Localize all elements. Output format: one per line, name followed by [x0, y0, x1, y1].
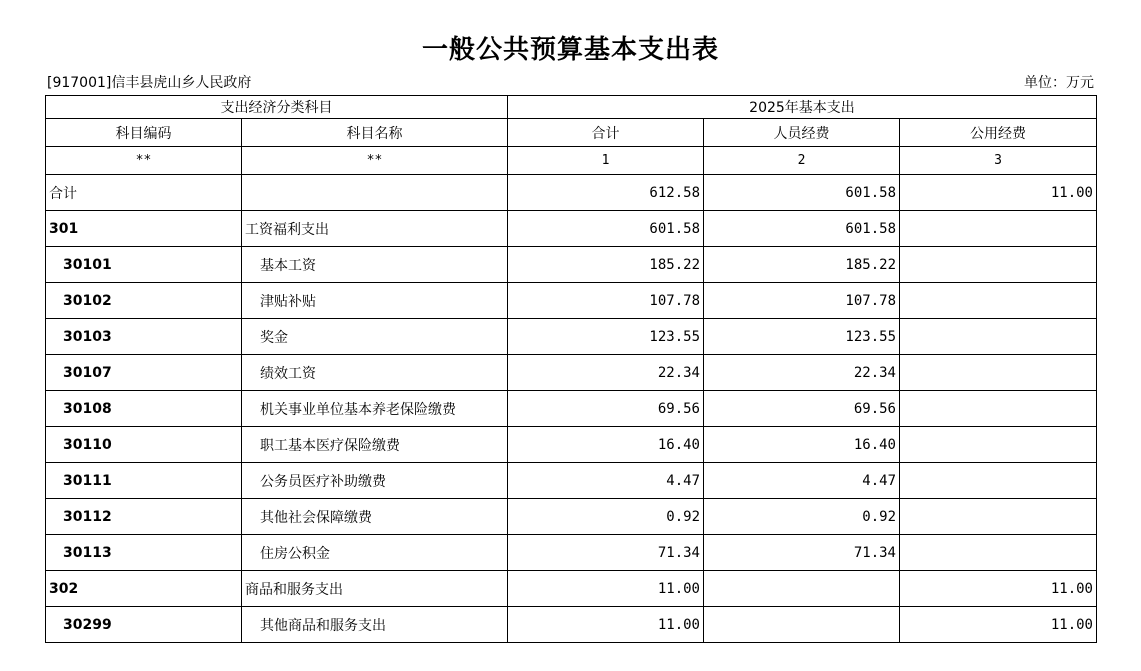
cell-total: 11.00 [508, 607, 704, 643]
header-group-row [46, 96, 1097, 119]
index-total: 1 [508, 147, 704, 175]
cell-personnel: 71.34 [704, 535, 900, 571]
table-row [46, 355, 1097, 391]
table-row [46, 283, 1097, 319]
unit-label: 单位：万元 [1024, 75, 1094, 91]
cell-personnel: 0.92 [704, 499, 900, 535]
cell-public [900, 283, 1097, 319]
cell-code: 合计 [46, 175, 242, 211]
cell-total: 185.22 [508, 247, 704, 283]
header-basic-expenditure: 2025年基本支出 [508, 96, 1097, 119]
cell-personnel: 107.78 [704, 283, 900, 319]
cell-personnel: 601.58 [704, 211, 900, 247]
table-row [46, 571, 1097, 607]
cell-public [900, 247, 1097, 283]
cell-name: 其他社会保障缴费 [242, 499, 508, 535]
cell-total: 16.40 [508, 427, 704, 463]
cell-code: 30101 [46, 247, 242, 283]
cell-personnel: 185.22 [704, 247, 900, 283]
table-row [46, 427, 1097, 463]
cell-total: 601.58 [508, 211, 704, 247]
cell-code: 301 [46, 211, 242, 247]
cell-name: 工资福利支出 [242, 211, 508, 247]
index-public: 3 [900, 147, 1097, 175]
cell-public: 11.00 [900, 607, 1097, 643]
cell-code: 30107 [46, 355, 242, 391]
cell-name [242, 175, 508, 211]
cell-name: 住房公积金 [242, 535, 508, 571]
index-name: ** [242, 147, 508, 175]
cell-public [900, 355, 1097, 391]
cell-personnel [704, 571, 900, 607]
cell-personnel: 4.47 [704, 463, 900, 499]
cell-code: 30110 [46, 427, 242, 463]
cell-code: 30103 [46, 319, 242, 355]
cell-code: 30112 [46, 499, 242, 535]
cell-personnel: 16.40 [704, 427, 900, 463]
table-row [46, 535, 1097, 571]
cell-total: 71.34 [508, 535, 704, 571]
cell-name: 基本工资 [242, 247, 508, 283]
cell-total: 4.47 [508, 463, 704, 499]
cell-code: 30113 [46, 535, 242, 571]
table-row [46, 463, 1097, 499]
cell-code: 30299 [46, 607, 242, 643]
page-title: 一般公共预算基本支出表 [421, 35, 719, 65]
cell-personnel: 601.58 [704, 175, 900, 211]
cell-code: 30111 [46, 463, 242, 499]
cell-name: 绩效工资 [242, 355, 508, 391]
cell-name: 职工基本医疗保险缴费 [242, 427, 508, 463]
cell-personnel: 69.56 [704, 391, 900, 427]
cell-code: 302 [46, 571, 242, 607]
header-name: 科目名称 [242, 119, 508, 147]
header-economic-category: 支出经济分类科目 [46, 96, 508, 119]
index-code: ** [46, 147, 242, 175]
cell-total: 22.34 [508, 355, 704, 391]
organization-label: [917001]信丰县虎山乡人民政府 [47, 75, 252, 91]
cell-name: 公务员医疗补助缴费 [242, 463, 508, 499]
cell-total: 107.78 [508, 283, 704, 319]
cell-total: 69.56 [508, 391, 704, 427]
header-index-row [46, 147, 1097, 175]
header-personnel: 人员经费 [704, 119, 900, 147]
cell-code: 30102 [46, 283, 242, 319]
cell-public: 11.00 [900, 571, 1097, 607]
table-row [46, 247, 1097, 283]
cell-name: 商品和服务支出 [242, 571, 508, 607]
cell-name: 机关事业单位基本养老保险缴费 [242, 391, 508, 427]
table-row [46, 607, 1097, 643]
header-public: 公用经费 [900, 119, 1097, 147]
cell-public [900, 319, 1097, 355]
cell-public [900, 427, 1097, 463]
table-row [46, 499, 1097, 535]
cell-total: 0.92 [508, 499, 704, 535]
cell-personnel: 22.34 [704, 355, 900, 391]
cell-personnel [704, 607, 900, 643]
cell-personnel: 123.55 [704, 319, 900, 355]
cell-public [900, 463, 1097, 499]
cell-name: 奖金 [242, 319, 508, 355]
table-row [46, 211, 1097, 247]
cell-public [900, 391, 1097, 427]
cell-public [900, 499, 1097, 535]
cell-name: 津贴补贴 [242, 283, 508, 319]
table-row [46, 391, 1097, 427]
cell-total: 612.58 [508, 175, 704, 211]
cell-public [900, 211, 1097, 247]
cell-code: 30108 [46, 391, 242, 427]
cell-name: 其他商品和服务支出 [242, 607, 508, 643]
cell-public: 11.00 [900, 175, 1097, 211]
cell-total: 123.55 [508, 319, 704, 355]
table-row [46, 319, 1097, 355]
cell-public [900, 535, 1097, 571]
index-personnel: 2 [704, 147, 900, 175]
header-total: 合计 [508, 119, 704, 147]
table-row [46, 175, 1097, 211]
header-code: 科目编码 [46, 119, 242, 147]
header-column-row [46, 119, 1097, 147]
cell-total: 11.00 [508, 571, 704, 607]
budget-table [45, 95, 1097, 643]
